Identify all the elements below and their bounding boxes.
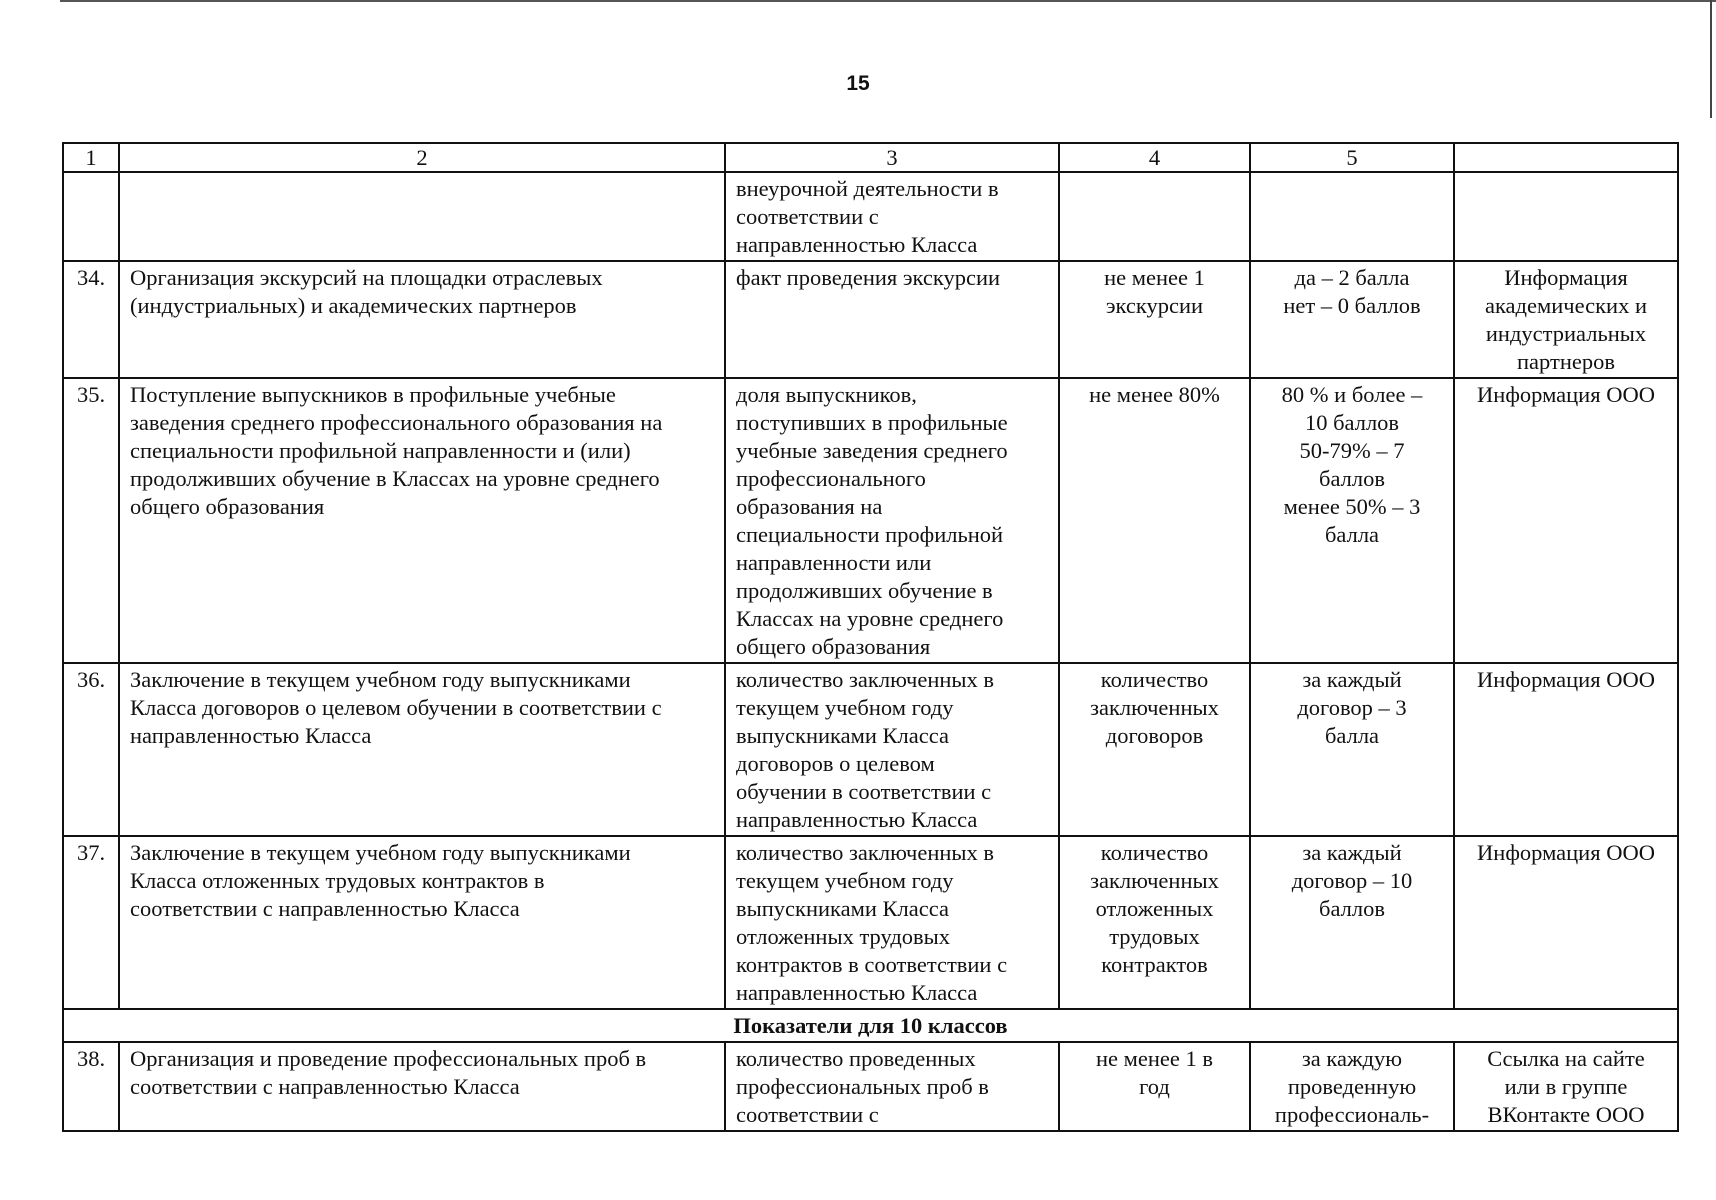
text-line: Поступление выпускников в профильные учебные <box>130 382 616 407</box>
text-line: количество заключенных в <box>736 667 995 692</box>
text-line: количество <box>1100 667 1209 692</box>
table-row <box>63 261 1678 378</box>
text-line: доля выпускников, <box>736 382 917 407</box>
row-score <box>1250 378 1454 663</box>
text-line: общего образования <box>130 494 325 519</box>
text-line: контрактов в соответствии с <box>736 952 1008 977</box>
row-number: 34. <box>63 261 119 378</box>
text-line: экскурсии <box>1105 293 1204 318</box>
text-line: Заключение в текущем учебном году выпускниками <box>130 840 631 865</box>
cell-name <box>119 172 725 261</box>
text-line: профессионального <box>736 466 926 491</box>
text-line: проведенную <box>1287 1074 1417 1099</box>
text-line: продолживших обучение в <box>736 578 993 603</box>
column-number: 3 <box>725 143 1059 172</box>
cell-norm <box>1059 172 1250 261</box>
text-line: отложенных <box>1095 896 1214 921</box>
text-line: договоров о целевом <box>736 751 935 776</box>
column-number-row <box>63 143 1678 172</box>
cell-indicator <box>725 172 1059 261</box>
text-line: Информация <box>1504 265 1628 290</box>
text-line: соответствии с <box>736 204 879 229</box>
text-line: индустриальных <box>1485 321 1647 346</box>
text-line: менее 50% – 3 <box>1283 494 1421 519</box>
text-line: трудовых <box>1109 924 1200 949</box>
text-line: заключенных <box>1090 868 1219 893</box>
row-indicator <box>725 836 1059 1009</box>
row-source <box>1454 836 1678 1009</box>
row-name <box>119 663 725 836</box>
row-source <box>1454 261 1678 378</box>
cell-source <box>1454 172 1678 261</box>
text-line: Информация ООО <box>1477 382 1655 407</box>
row-norm <box>1059 836 1250 1009</box>
row-indicator <box>725 378 1059 663</box>
text-line: Информация ООО <box>1477 667 1655 692</box>
text-line: за каждый <box>1302 840 1402 865</box>
text-line: отложенных трудовых <box>736 924 951 949</box>
text-line: соответствии с направленностью Класса <box>130 896 520 921</box>
row-name <box>119 836 725 1009</box>
text-line: количество заключенных в <box>736 840 995 865</box>
text-line: направленностью Класса <box>736 980 978 1005</box>
text-line: заведения среднего профессионального образования на <box>130 410 663 435</box>
row-norm <box>1059 261 1250 378</box>
text-line: Ссылка на сайте <box>1487 1046 1645 1071</box>
row-name <box>119 261 725 378</box>
text-line: направленностью Класса <box>130 723 372 748</box>
text-line: не менее 1 в <box>1095 1046 1213 1071</box>
text-line: за каждый <box>1302 667 1402 692</box>
text-line: количество проведенных <box>736 1046 976 1071</box>
row-source <box>1454 1042 1678 1131</box>
row-norm <box>1059 663 1250 836</box>
text-line: Класса отложенных трудовых контрактов в <box>130 868 545 893</box>
table-row <box>63 378 1678 663</box>
text-line: соответствии с направленностью Класса <box>130 1074 520 1099</box>
text-line: Заключение в текущем учебном году выпускниками <box>130 667 631 692</box>
text-line: 50-79% – 7 <box>1299 438 1405 463</box>
row-name <box>119 1042 725 1131</box>
text-line: не менее 1 <box>1104 265 1205 290</box>
row-indicator <box>725 261 1059 378</box>
text-line: год <box>1139 1074 1170 1099</box>
text-line: общего образования <box>736 634 931 659</box>
row-score <box>1250 261 1454 378</box>
text-line: договор – 10 <box>1291 868 1413 893</box>
column-number <box>1454 143 1678 172</box>
text-line: баллов <box>1319 896 1385 921</box>
text-line: образования на <box>736 494 883 519</box>
row-source <box>1454 378 1678 663</box>
row-number: 37. <box>63 836 119 1009</box>
row-score <box>1250 836 1454 1009</box>
text-line: продолживших обучение в Классах на уровне среднего <box>130 466 660 491</box>
table-row <box>63 1042 1678 1131</box>
text-line: 80 % и более – <box>1281 382 1423 407</box>
text-line: Информация ООО <box>1477 840 1655 865</box>
text-line: направленностью Класса <box>736 232 978 257</box>
text-line: Класса договоров о целевом обучении в соответствии с <box>130 695 662 720</box>
row-name <box>119 378 725 663</box>
text-line: договоров <box>1105 723 1204 748</box>
table-row <box>63 836 1678 1009</box>
section-row <box>63 1009 1678 1042</box>
text-line: учебные заведения среднего <box>736 438 1008 463</box>
criteria-table <box>62 142 1679 1132</box>
row-indicator <box>725 663 1059 836</box>
text-line: профессиональ- <box>1274 1102 1430 1127</box>
text-line: ВКонтакте ООО <box>1487 1102 1645 1127</box>
row-indicator <box>725 1042 1059 1131</box>
text-line: выпускниками Класса <box>736 723 949 748</box>
text-line: текущем учебном году <box>736 868 954 893</box>
text-line: балла <box>1324 522 1380 547</box>
page-number: 15 <box>846 72 870 95</box>
text-line: специальности профильной направленности и (или) <box>130 438 631 463</box>
text-line: внеурочной деятельности в <box>736 176 999 201</box>
row-score <box>1250 1042 1454 1131</box>
text-line: поступивших в профильные <box>736 410 1008 435</box>
row-source <box>1454 663 1678 836</box>
text-line: соответствии с <box>736 1102 879 1127</box>
text-line: балла <box>1324 723 1380 748</box>
text-line: факт проведения экскурсии <box>736 265 1001 290</box>
row-number: 36. <box>63 663 119 836</box>
text-line: текущем учебном году <box>736 695 954 720</box>
row-norm <box>1059 1042 1250 1131</box>
text-line: заключенных <box>1090 695 1219 720</box>
text-line: нет – 0 баллов <box>1283 293 1421 318</box>
text-line: договор – 3 <box>1297 695 1407 720</box>
text-line: Классах на уровне среднего <box>736 606 1004 631</box>
text-line: специальности профильной <box>736 522 1004 547</box>
text-line: за каждую <box>1301 1046 1403 1071</box>
text-line: да – 2 балла <box>1294 265 1410 290</box>
row-number: 35. <box>63 378 119 663</box>
text-line: баллов <box>1319 466 1385 491</box>
text-line: 10 баллов <box>1304 410 1400 435</box>
page-right-edge <box>1710 0 1712 118</box>
column-number: 1 <box>63 143 119 172</box>
text-line: (индустриальных) и академических партнеров <box>130 293 577 318</box>
row-norm <box>1059 378 1250 663</box>
cell-score <box>1250 172 1454 261</box>
text-line: или в группе <box>1504 1074 1628 1099</box>
row-score <box>1250 663 1454 836</box>
column-number: 4 <box>1059 143 1250 172</box>
text-line: академических и <box>1484 293 1647 318</box>
continuation-row <box>63 172 1678 261</box>
text-line: обучении в соответствии с <box>736 779 992 804</box>
text-line: Организация экскурсий на площадки отраслевых <box>130 265 603 290</box>
row-number: 38. <box>63 1042 119 1131</box>
text-line: партнеров <box>1517 349 1615 374</box>
page-top-edge <box>60 0 1716 2</box>
cell-number <box>63 172 119 261</box>
section-title: Показатели для 10 классов <box>63 1009 1678 1042</box>
text-line: профессиональных проб в <box>736 1074 989 1099</box>
table-row <box>63 663 1678 836</box>
text-line: выпускниками Класса <box>736 896 949 921</box>
text-line: не менее 80% <box>1089 382 1220 407</box>
column-number: 2 <box>119 143 725 172</box>
text-line: Организация и проведение профессиональных проб в <box>130 1046 647 1071</box>
text-line: направленностью Класса <box>736 807 978 832</box>
text-line: количество <box>1100 840 1209 865</box>
column-number: 5 <box>1250 143 1454 172</box>
text-line: направленности или <box>736 550 932 575</box>
text-line: контрактов <box>1101 952 1208 977</box>
